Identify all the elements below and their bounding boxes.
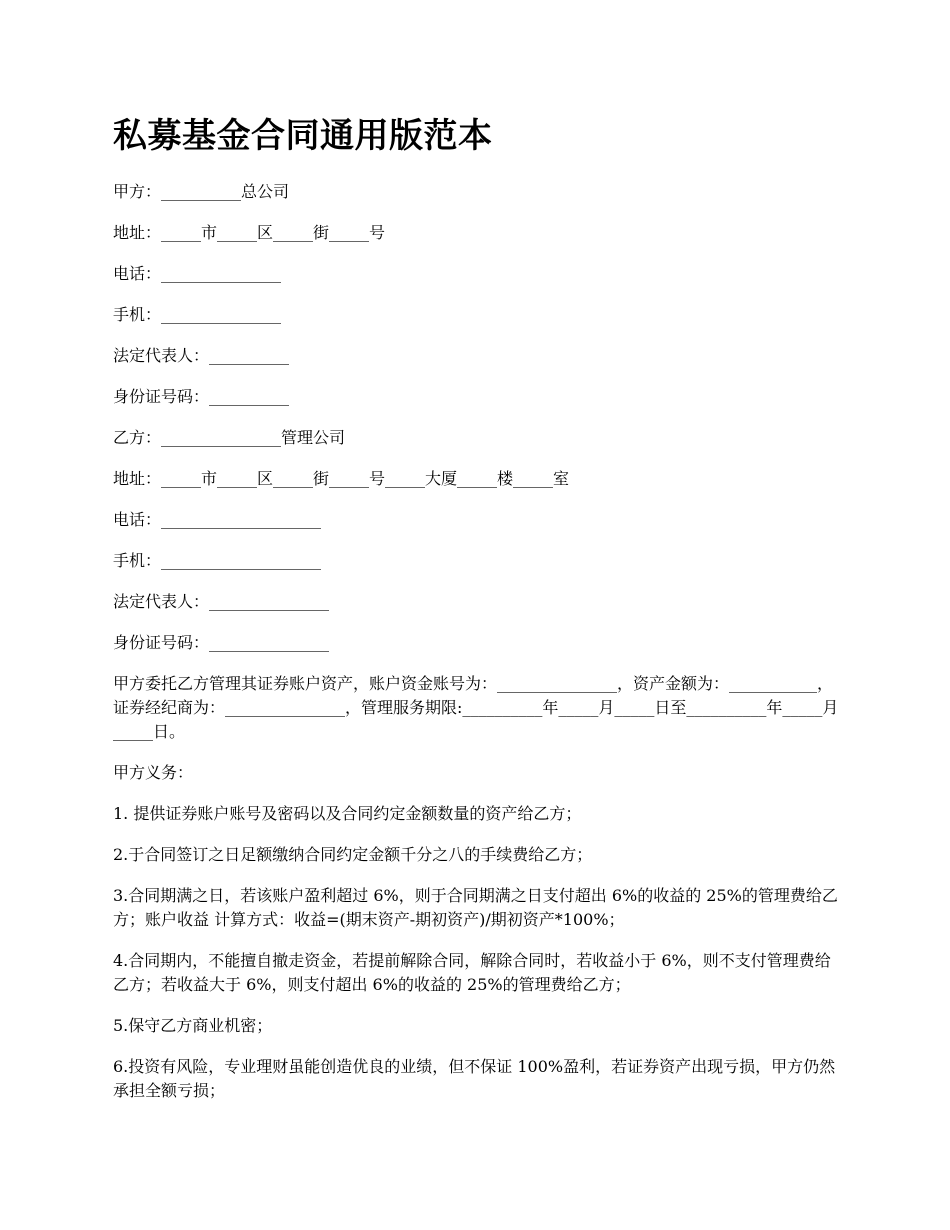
party-b-legal-rep-line: 法定代表人：_______________ <box>113 592 330 611</box>
obligation-item-4: 4.合同期内，不能擅自撤走资金，若提前解除合同，解除合同时，若收益小于 6%，则不支付管理费给乙方；若收益大于 6%，则支付超出 6%的收益的 25%的管理费给乙方； <box>113 951 831 994</box>
party-b-name-line: 乙方：_______________管理公司 <box>113 428 346 447</box>
entrustment-clause: 甲方委托乙方管理其证券账户资产，账户资金账号为：_______________，资产金额为：___________，证券经纪商为：_______________，管理服务期限:__________年_____月_____日至__________年_____月_____日。 <box>113 674 839 741</box>
document-title: 私募基金合同通用版范本 <box>113 116 493 156</box>
obligation-item-3: 3.合同期满之日，若该账户盈利超过 6%，则于合同期满之日支付超出 6%的收益的 25%的管理费给乙方；账户收益 计算方式：收益=(期末资产-期初资产)/期初资产*100%； <box>113 886 838 929</box>
party-a-address-line: 地址：_____市_____区_____街_____号 <box>113 223 386 242</box>
party-a-legal-rep-line: 法定代表人：__________ <box>113 346 290 365</box>
party-a-phone-line: 电话：_______________ <box>113 264 282 283</box>
obligation-item-5: 5.保守乙方商业机密； <box>113 1016 273 1035</box>
party-a-name-line: 甲方：__________总公司 <box>113 182 290 201</box>
party-a-id-line: 身份证号码：__________ <box>113 387 290 406</box>
party-a-mobile-line: 手机：_______________ <box>113 305 282 324</box>
party-b-phone-line: 电话：____________________ <box>113 510 322 529</box>
obligation-item-2: 2.于合同签订之日足额缴纳合同约定金额千分之八的手续费给乙方； <box>113 845 593 864</box>
party-b-mobile-line: 手机：____________________ <box>113 551 322 570</box>
party-a-obligations-heading: 甲方义务： <box>113 763 194 782</box>
obligation-item-6: 6.投资有风险，专业理财虽能创造优良的业绩，但不保证 100%盈利，若证券资产出现亏损，甲方仍然承担全额亏损； <box>113 1057 836 1100</box>
party-b-address-line: 地址：_____市_____区_____街_____号_____大厦_____楼_____室 <box>113 469 570 488</box>
party-b-id-line: 身份证号码：_______________ <box>113 633 330 652</box>
document-page <box>113 112 840 1120</box>
obligation-item-1: 1. 提供证券账户账号及密码以及合同约定金额数量的资产给乙方； <box>113 804 582 823</box>
